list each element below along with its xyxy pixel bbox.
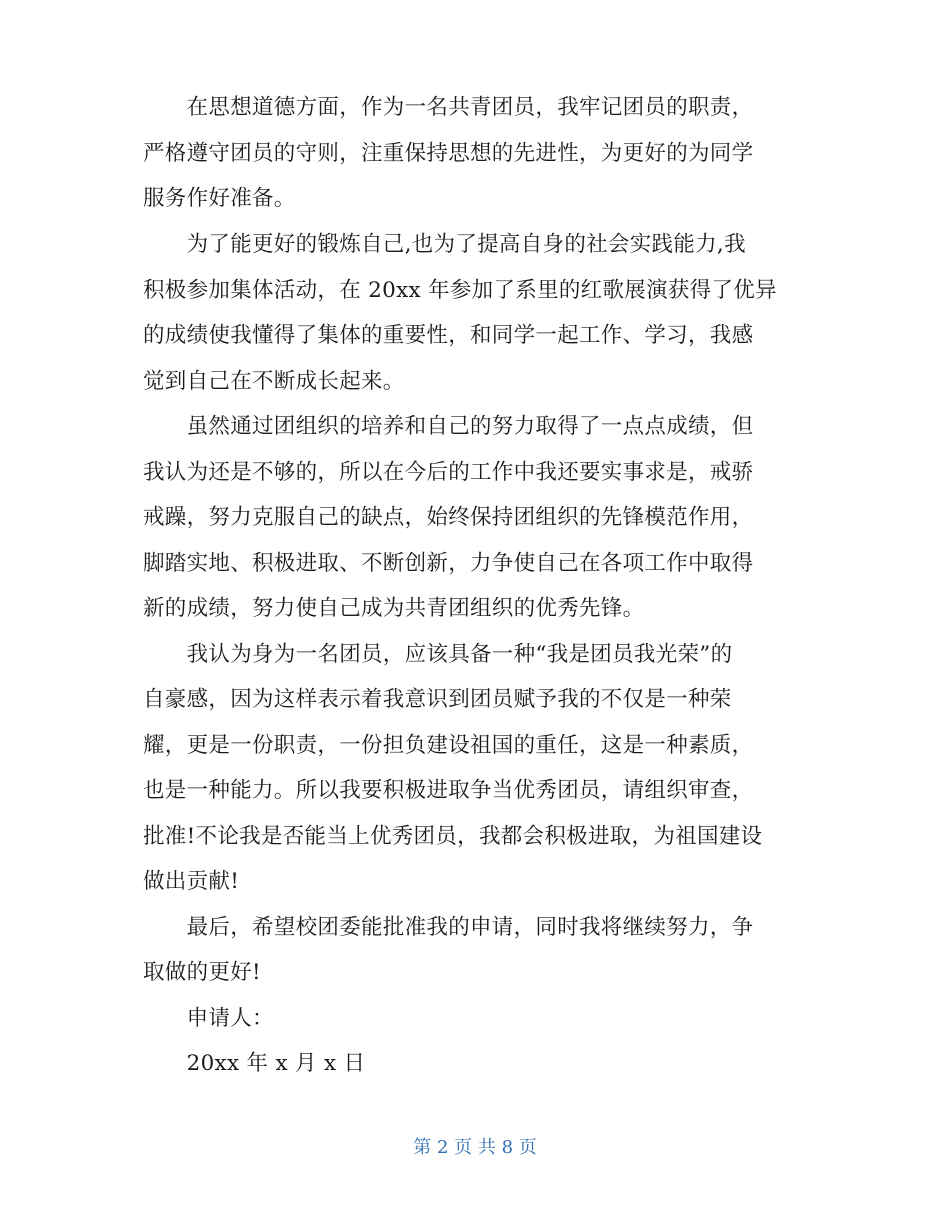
text-line: 觉到自己在不断成长起来。	[143, 369, 405, 394]
text-line: 最后，希望校团委能批准我的申请，同时我将继续努力，争	[143, 915, 754, 940]
text-line: 虽然通过团组织的培养和自己的努力取得了一点点成绩，但	[143, 414, 754, 439]
text-line: 新的成绩，努力使自己成为共青团组织的优秀先锋。	[143, 596, 645, 621]
text-line: 在思想道德方面，作为一名共青团员，我牢记团员的职责，	[143, 95, 754, 120]
text-line: 我认为身为一名团员，应该具备一种“我是团员我光荣”的	[143, 642, 733, 667]
text-line: 严格遵守团员的守则，注重保持思想的先进性，为更好的为同学	[143, 141, 754, 166]
text-line: 也是一种能力。所以我要积极进取争当优秀团员，请组织审查，	[143, 778, 754, 803]
text-line: 为了能更好的锻炼自己,也为了提高自身的社会实践能力,我	[143, 232, 746, 257]
text-line: 批准!不论我是否能当上优秀团员，我都会积极进取，为祖国建设	[143, 824, 763, 849]
text-line: 服务作好准备。	[143, 186, 296, 211]
text-line: 做出贡献!	[143, 869, 240, 894]
text-line: 自豪感，因为这样表示着我意识到团员赋予我的不仅是一种荣	[143, 687, 732, 712]
text-line: 的成绩使我懂得了集体的重要性，和同学一起工作、学习，我感	[143, 323, 754, 348]
date-line: 20xx 年 x 月 x 日	[143, 1051, 366, 1076]
text-line: 脚踏实地、积极进取、不断创新，力争使自己在各项工作中取得	[143, 551, 754, 576]
text-line: 取做的更好!	[143, 960, 261, 985]
text-line: 戒躁，努力克服自己的缺点，始终保持团组织的先锋模范作用，	[143, 505, 754, 530]
text-line: 我认为还是不够的，所以在今后的工作中我还要实事求是，戒骄	[143, 460, 754, 485]
page-number-footer: 第 2 页 共 8 页	[413, 1137, 537, 1158]
text-line: 积极参加集体活动，在 20xx 年参加了系里的红歌展演获得了优异	[143, 278, 777, 303]
text-line: 耀，更是一份职责，一份担负建设祖国的重任，这是一种素质，	[143, 733, 754, 758]
applicant-line: 申请人：	[143, 1006, 274, 1031]
